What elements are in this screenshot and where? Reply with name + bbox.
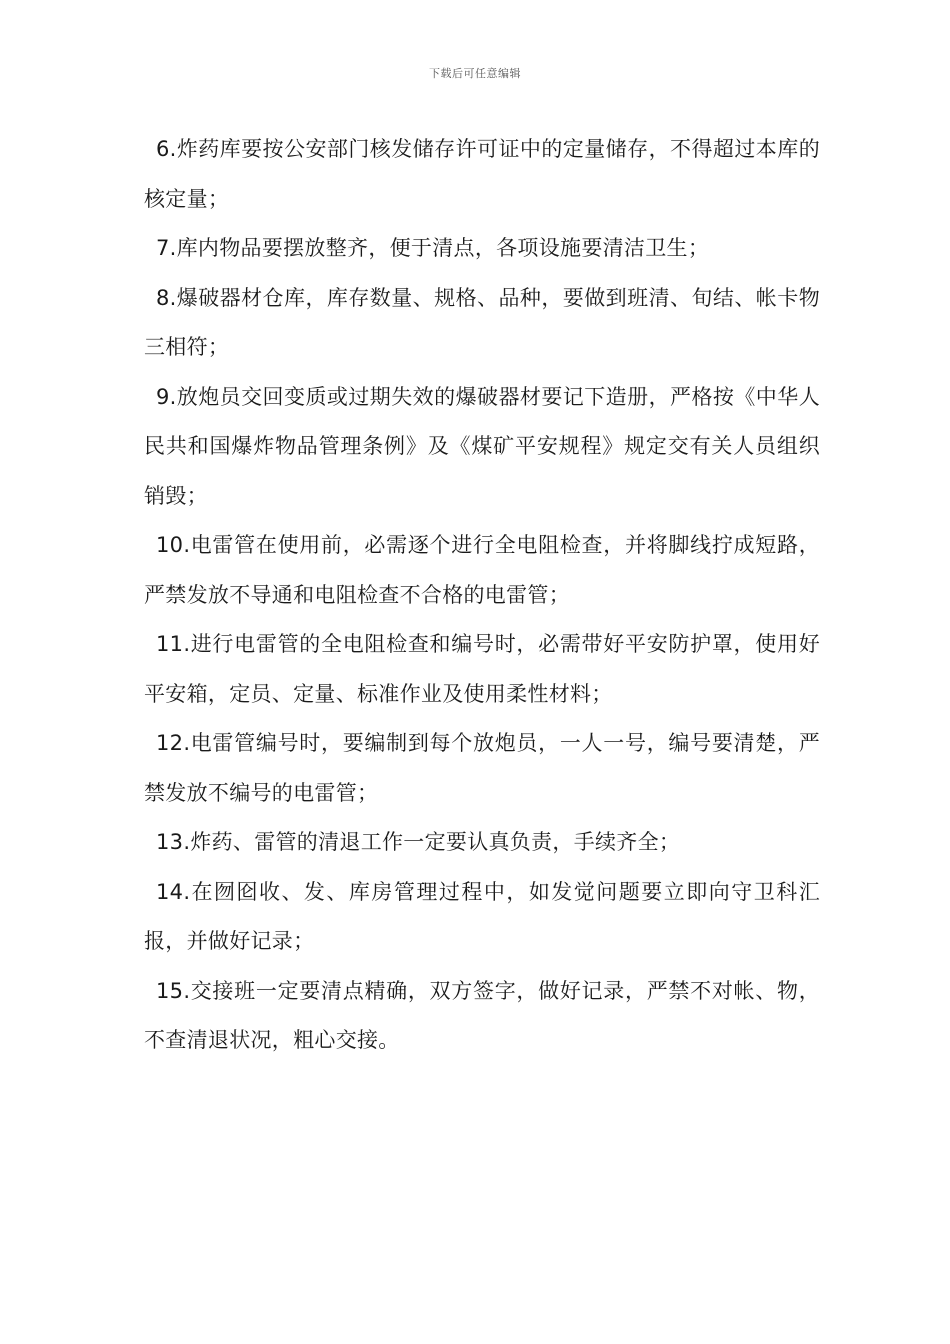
- list-item: 15.交接班一定要清点精确，双方签字，做好记录，严禁不对帐、物，不查清退状况，粗心交接。: [144, 978, 820, 1052]
- list-item: 11.进行电雷管的全电阻检查和编号时，必需带好平安防护罩，使用好平安箱，定员、定量、标准作业及使用柔性材料；: [144, 632, 820, 706]
- list-item: 12.电雷管编号时，要编制到每个放炮员，一人一号，编号要清楚，严禁发放不编号的电雷管；: [144, 731, 820, 805]
- list-item: 6.炸药库要按公安部门核发储存许可证中的定量储存，不得超过本库的核定量；: [144, 137, 820, 211]
- list-item: 7.库内物品要摆放整齐，便于清点，各项设施要清洁卫生；: [156, 236, 710, 260]
- document-body: [144, 125, 820, 1066]
- list-item: 10.电雷管在使用前，必需逐个进行全电阻检查，并将脚线拧成短路，严禁发放不导通和电阻检查不合格的电雷管；: [144, 533, 820, 607]
- list-item: 9.放炮员交回变质或过期失效的爆破器材要记下造册，严格按《中华人民共和国爆炸物品管理条例》及《煤矿平安规程》规定交有关人员组织销毁；: [144, 384, 820, 508]
- list-item: 13.炸药、雷管的清退工作一定要认真负责，手续齐全；: [156, 830, 681, 854]
- list-item: 8.爆破器材仓库，库存数量、规格、品种，要做到班清、旬结、帐卡物三相符；: [144, 285, 820, 359]
- list-item: 14.在囫囵收、发、库房管理过程中，如发觉问题要立即向守卫科汇报，并做好记录；: [144, 879, 820, 953]
- page-header: 下载后可任意编辑: [429, 67, 521, 80]
